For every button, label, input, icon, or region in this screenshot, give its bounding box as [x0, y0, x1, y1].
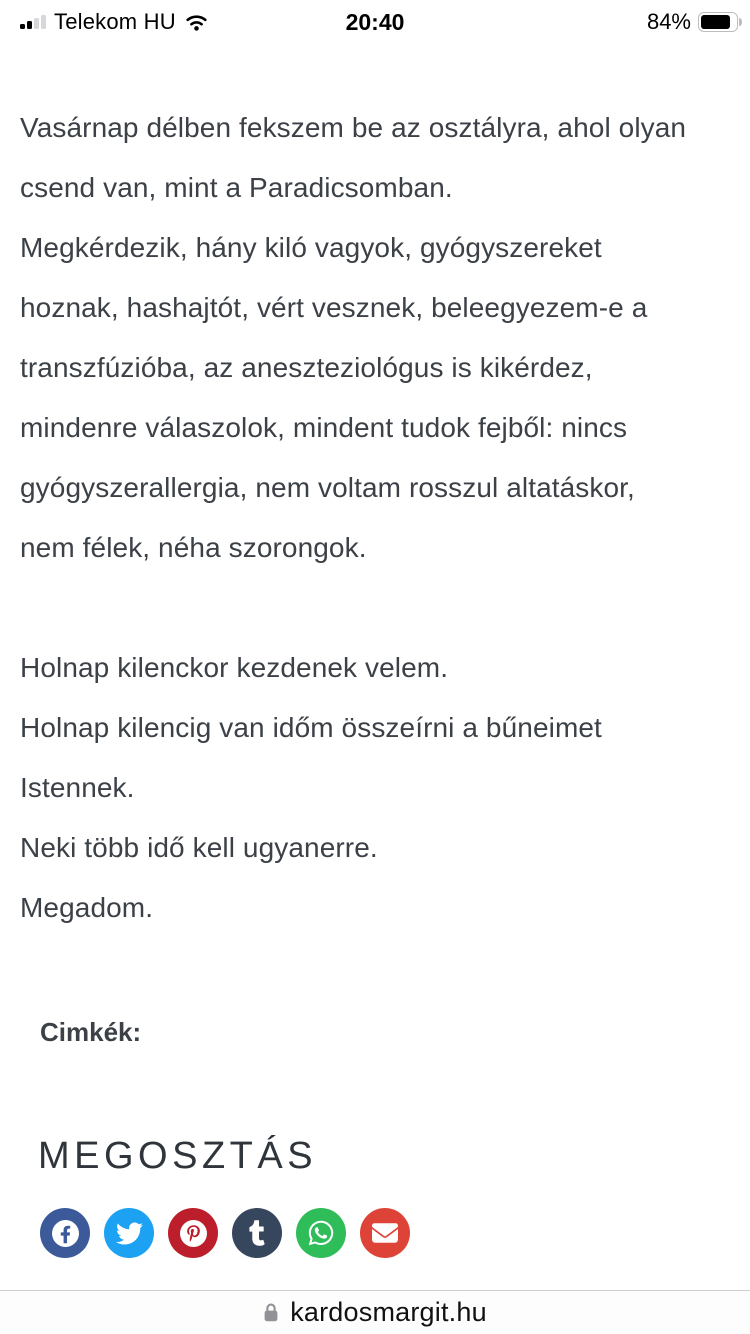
share-twitter-button[interactable]: [104, 1208, 154, 1258]
share-email-button[interactable]: [360, 1208, 410, 1258]
battery-nub: [739, 18, 742, 26]
article-text-line: csend van, mint a Paradicsomban.: [20, 172, 453, 203]
article-text-line: [20, 578, 730, 638]
url-label: kardosmargit.hu: [290, 1297, 487, 1327]
facebook-f-icon: [52, 1220, 79, 1247]
email-envelope-icon: [372, 1220, 398, 1246]
pinterest-p-icon: [180, 1220, 207, 1247]
article-text-line: Vasárnap délben fekszem be az osztályra, ahol olyan: [20, 112, 687, 143]
status-bar-right: [647, 9, 738, 35]
battery-icon: [698, 12, 738, 32]
tumblr-t-icon: [249, 1220, 265, 1246]
browser-url-bar[interactable]: [0, 1290, 750, 1334]
share-heading: MEGOSZTÁS: [38, 1135, 318, 1177]
status-time: 20:40: [345, 8, 405, 35]
cellular-signal-icon: [20, 15, 46, 30]
article-text-line: Holnap kilenckor kezdenek velem.: [20, 652, 449, 683]
article-text-line: transzfúzióba, az aneszteziológus is kikérdez,: [20, 352, 593, 383]
share-whatsapp-button[interactable]: [296, 1208, 346, 1258]
article-text-line: Neki több idő kell ugyanerre.: [20, 832, 378, 863]
article-text-line: gyógyszerallergia, nem voltam rosszul altatáskor,: [20, 472, 635, 503]
article-text-line: Holnap kilencig van időm összeírni a bűneimet: [20, 712, 602, 743]
article-page: [0, 44, 750, 1258]
carrier-label: Telekom HU: [54, 9, 176, 34]
status-bar-left: [20, 9, 209, 35]
article-text-line: hoznak, hashajtót, vért vesznek, beleegyezem-e a: [20, 292, 648, 323]
tags-label: Cimkék:: [40, 1017, 142, 1047]
twitter-bird-icon: [116, 1220, 143, 1247]
article-text-line: Megadom.: [20, 892, 154, 923]
article-text-line: Istennek.: [20, 772, 135, 803]
wifi-icon: [184, 13, 209, 31]
whatsapp-icon: [307, 1219, 335, 1247]
article-text-line: nem félek, néha szorongok.: [20, 532, 367, 563]
battery-fill: [701, 15, 730, 29]
article-text: [20, 98, 730, 938]
share-buttons-row: [40, 1208, 730, 1258]
lock-icon: [263, 1302, 279, 1323]
battery-percent-label: 84%: [646, 9, 691, 34]
share-pinterest-button[interactable]: [168, 1208, 218, 1258]
share-facebook-button[interactable]: [40, 1208, 90, 1258]
status-bar: [0, 0, 750, 44]
share-tumblr-button[interactable]: [232, 1208, 282, 1258]
article-text-line: mindenre válaszolok, mindent tudok fejből: nincs: [20, 412, 628, 443]
article-text-line: Megkérdezik, hány kiló vagyok, gyógyszereket: [20, 232, 602, 263]
